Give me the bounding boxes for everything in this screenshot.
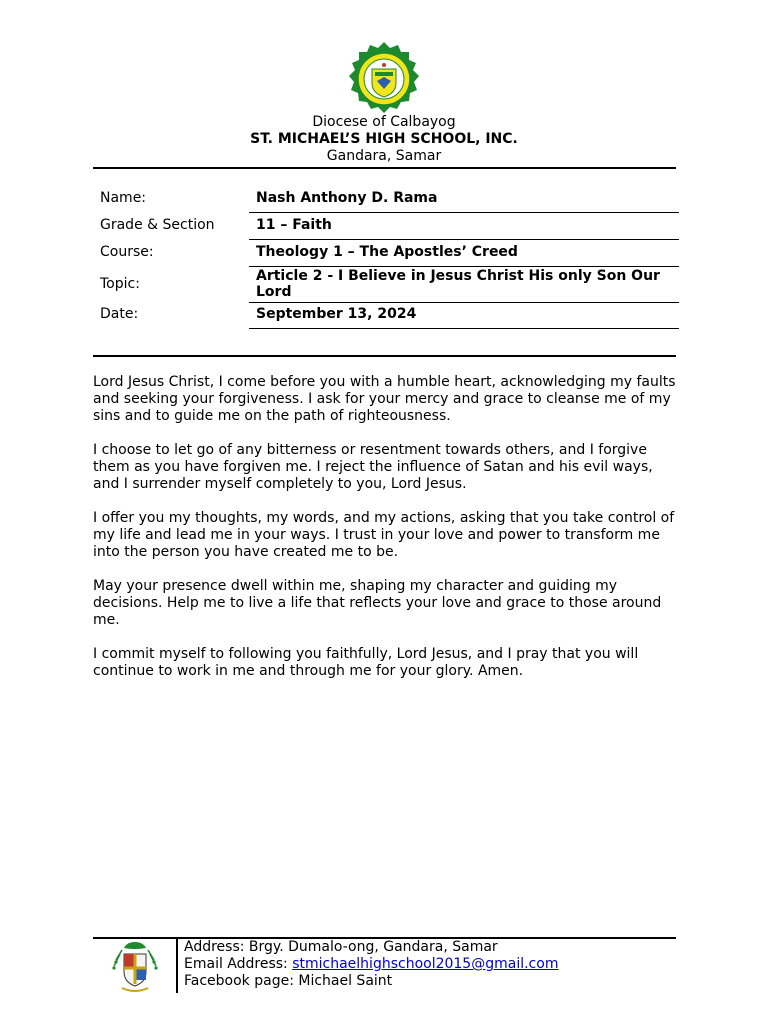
row-divider xyxy=(249,328,679,329)
paragraph: May your presence dwell within me, shaping my character and guiding my decisions. Help me to live a life that reflects your love and grace to those around me. xyxy=(93,578,662,628)
course-value: Theology 1 – The Apostles’ Creed xyxy=(256,244,518,260)
coat-of-arms-icon xyxy=(112,940,158,994)
topic-value: Article 2 - I Believe in Jesus Christ His only Son Our Lord xyxy=(256,268,660,300)
date-value: September 13, 2024 xyxy=(256,306,417,322)
footer-facebook: Facebook page: Michael Saint xyxy=(184,973,393,989)
school-name: ST. MICHAEL’S HIGH SCHOOL, INC. xyxy=(250,131,518,147)
grade-label: Grade & Section xyxy=(100,217,215,233)
grade-value: 11 – Faith xyxy=(256,217,332,233)
row-divider xyxy=(249,266,679,267)
course-label: Course: xyxy=(100,244,154,260)
school-seal-logo xyxy=(344,42,424,116)
paragraph: I commit myself to following you faithfully, Lord Jesus, and I pray that you will continue to work in me and through me for your glory. Amen. xyxy=(93,646,639,679)
date-label: Date: xyxy=(100,306,139,322)
name-value: Nash Anthony D. Rama xyxy=(256,190,438,206)
paragraph: Lord Jesus Christ, I come before you with a humble heart, acknowledging my faults and seeking your forgiveness. I ask for your mercy and grace to cleanse me of my sins and to guide me on the path of righteousness. xyxy=(93,374,676,424)
footer-address: Address: Brgy. Dumalo-ong, Gandara, Samar xyxy=(184,939,498,955)
topic-label: Topic: xyxy=(100,276,140,292)
email-link[interactable]: stmichaelhighschool2015@gmail.com xyxy=(292,956,559,972)
email-label: Email Address: xyxy=(184,956,293,972)
prayer-body xyxy=(93,374,683,697)
footer-divider xyxy=(176,939,178,993)
row-divider xyxy=(249,239,679,240)
diocese-name: Diocese of Calbayog xyxy=(312,114,456,130)
row-divider xyxy=(249,302,679,303)
header-rule xyxy=(93,167,676,169)
paragraph: I offer you my thoughts, my words, and my actions, asking that you take control of my life and lead me in your ways. I trust in your love and power to transform me into the person you have created me to be. xyxy=(93,510,675,560)
section-rule xyxy=(93,355,676,357)
paragraph: I choose to let go of any bitterness or resentment towards others, and I forgive them as you have forgiven me. I reject the influence of Satan and his evil ways, and I surrender myself completely to you, Lord Jesus. xyxy=(93,442,653,492)
row-divider xyxy=(249,212,679,213)
footer-contact xyxy=(184,939,558,990)
footer-email-line xyxy=(184,956,558,973)
school-location: Gandara, Samar xyxy=(326,148,442,164)
name-label: Name: xyxy=(100,190,147,206)
